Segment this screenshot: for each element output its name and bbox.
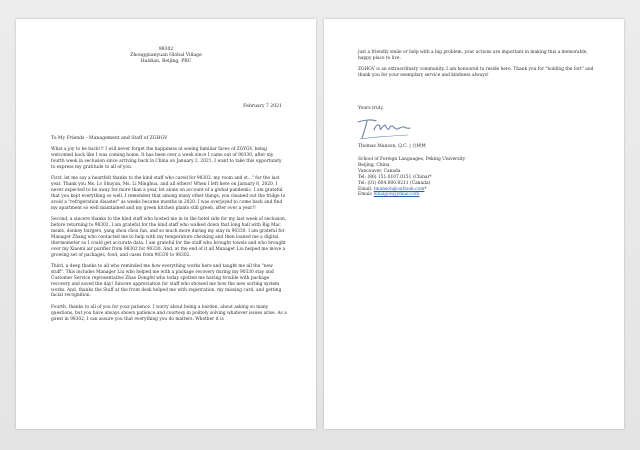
email-link-2[interactable]: wbaigov@ymail.com [373, 192, 420, 198]
sender-address [16, 47, 316, 65]
paragraph-1: What a joy to be back!!! I will never forget the happiness at seeing familiar faces of ZGYGV, being welcomed back like I was coming home. It has been over a week since I came out of 90330, after my fourth week in seclusion since arriving back in China on January 2, 2021. I want to take this opportunity to express my gratitude to all of you. [51, 147, 282, 170]
email-link-1[interactable]: tmanson@outlook.com [373, 186, 425, 192]
contact-affiliation: School of Foreign Languages, Peking University [358, 157, 466, 162]
contact-tel-china: Tel: (86) 151.0107.0151 (China)* [358, 174, 432, 180]
email-label: Email: [358, 186, 374, 192]
paragraph-2: First, let me say a heartfelt thanks to the kind staff who cared for 98302, my room and st..." for the last year. Thank you Ms. Lv Shuyun, Ms. Li Minghua, and all others! When I left here on January 8, 2020, I never expected to be away for more than a year, let alone on account of a global pandemic. I am grateful that you kept everything so well. I remember that among many other things, you cleaned out the fridge to avoid a "refrigeration disaster" as weeks became months in 2020. I was overjoyed to come back and find my apartment so well maintained and my green kitchen plants still green, after over a year!! [51, 176, 286, 211]
paragraph-7: ZGHGV is an extraordinary community. I am honoured to reside here. Thank you for "holding the fort" and thank you for your exemplary service and kindness always! [358, 67, 594, 79]
address-line-3: Haidian, Beijing, PRC [140, 59, 192, 64]
email-suffix: * [424, 186, 427, 192]
paragraph-6: just a friendly smile or help with a big problem, your actions are important in making this a memorable, happy place to live. [358, 50, 588, 61]
email-label: Email: [358, 192, 374, 198]
signatory-name: Thomas Manson, Q.C. | 白树林 [358, 144, 426, 149]
letter-date: February 7 2021 [243, 104, 282, 109]
paragraph-3: Second, a sincere thanks to the kind staff who hosted me in in the hotel side for my last week of seclusion, before returning to 98302. I am grateful for the kind staff who walked down that long hall with Big Mac meals, donkey burgers, yang zhou chou fan, and so much more during my stay in 90330. I am grateful for Manager Zhang who contacted me to help with my temperature checking and then loaned me a digital thermometer so I could get accurate data. I am grateful for the staff who brought towels and who brought over my Xiaomi air purifier from 98302 for 90330. And, at the end of it all Manager Liu helped me move a growing set of packages, food, and cases from 90330 to 98302. [51, 217, 287, 258]
signature-image [354, 116, 414, 142]
contact-city: Beijing, China [358, 162, 390, 168]
paragraph-5: Fourth, thanks to all of you for your patience. I worry about being a burden, about asking so many questions, but you have always shown patience and courtesy in politely solving whatever issues arise. As a guest in 98302, I can assure you that everything you do matters. Whether it is [51, 304, 287, 322]
address-line-2: Zhongguanyuan Global Village [130, 53, 202, 58]
address-line-1: 98302 [158, 47, 174, 52]
contact-block [358, 157, 465, 198]
letter-body [51, 147, 287, 328]
letter-body-continued [358, 50, 598, 85]
salutation: To My Friends - Management and Staff of ZGHGV [51, 136, 168, 141]
letter-page-2 [324, 19, 624, 429]
closing: Yours truly, [358, 106, 384, 111]
contact-city-2: Vancouver, Canada [358, 168, 401, 174]
paragraph-4: Third, a deep thanks to all who reminded me how everything works here and taught me all the "new stuff". This includes Manager Liu who helped me with a package recovery during my 90330 stay and Customer Service representative Zhao Dongfei who today spotted me having trouble with package recovery and saved the day! Sincere appreciation for staff who showed me how the new sorting system works. And, thanks the Staff at the front desk helped me with registration, my missing card, and getting facial recognition. [51, 263, 282, 299]
letter-page-1 [16, 19, 316, 429]
contact-email-2 [358, 192, 465, 198]
contact-tel-canada: Tel: (01) 604.800.8211 (Canada) [358, 180, 431, 186]
